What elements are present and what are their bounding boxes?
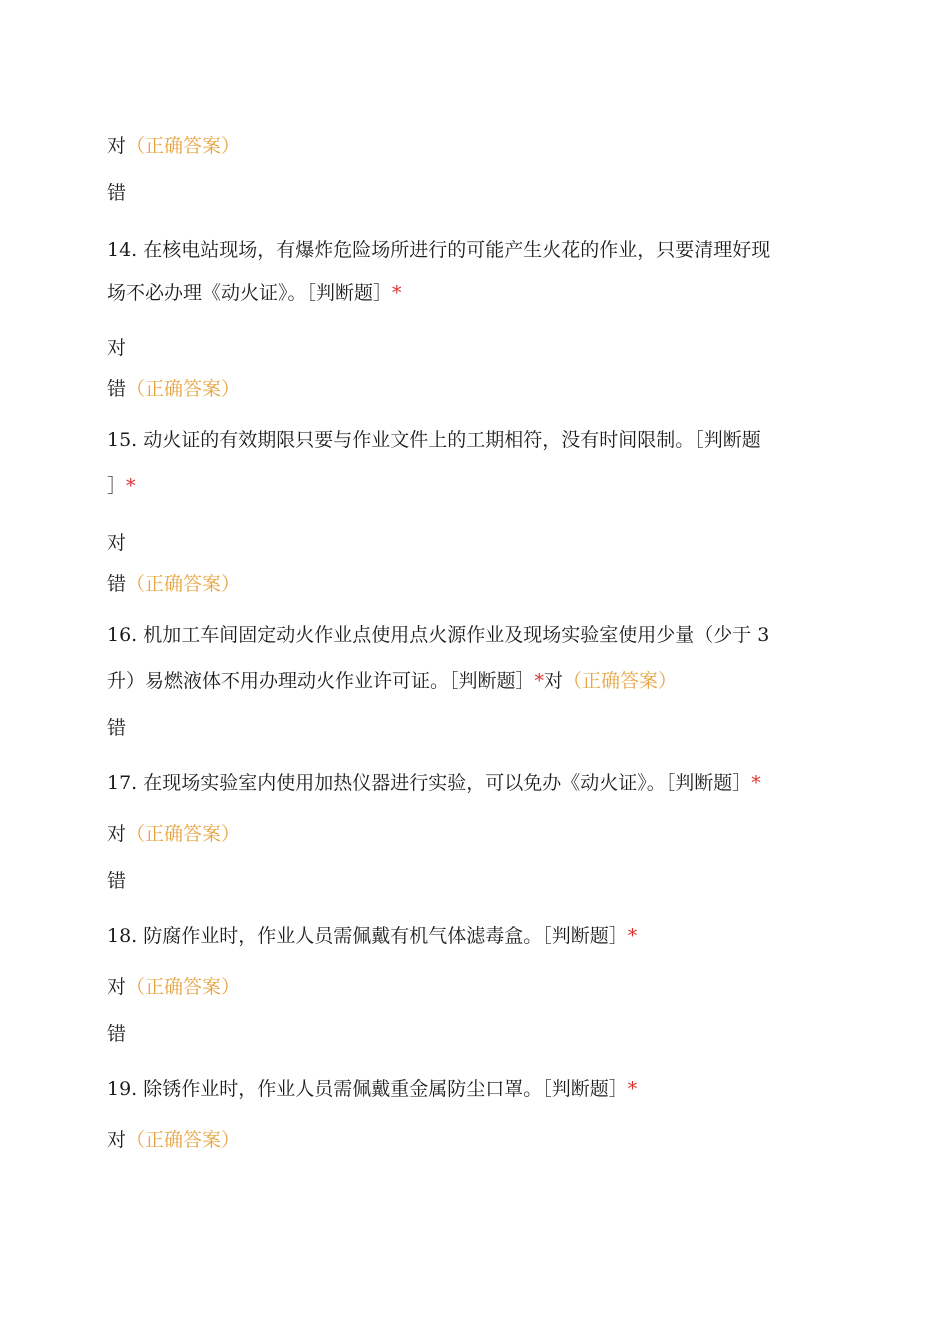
q17-option-true[interactable]: [107, 821, 240, 847]
option-label: 对: [107, 135, 127, 157]
required-mark: *: [627, 1078, 638, 1100]
q18-option-true[interactable]: [107, 974, 240, 1000]
required-mark: *: [751, 772, 761, 794]
correct-answer-tag: （正确答案）: [126, 378, 241, 400]
q15-title-line1: 15. 动火证的有效期限只要与作业文件上的工期相符，没有时间限制。［判断题: [107, 429, 761, 451]
q14-option-true[interactable]: [107, 335, 126, 361]
option-label: 错: [107, 378, 127, 400]
q13-option-false[interactable]: [107, 180, 126, 206]
question-text: 17. 在现场实验室内使用加热仪器进行实验，可以免办《动火证》。［判断题］: [107, 772, 752, 794]
q19-title-line1: [107, 1076, 637, 1102]
question-text: 升）易燃液体不用办理动火作业许可证。［判断题］: [107, 670, 535, 692]
required-mark: *: [392, 282, 402, 304]
option-label: 对: [107, 823, 127, 845]
q15-option-true[interactable]: [107, 530, 126, 556]
option-label: 对: [107, 1129, 127, 1151]
option-label: 错: [107, 717, 127, 739]
q14-title-line2: [107, 280, 402, 306]
q13-option-true[interactable]: [107, 133, 240, 159]
option-label: 错: [107, 573, 127, 595]
q15-title-line2: [107, 473, 136, 499]
required-mark: *: [534, 670, 545, 692]
correct-answer-tag: （正确答案）: [563, 670, 678, 692]
option-label: 错: [107, 1023, 127, 1045]
q16-option-true[interactable]: [544, 670, 677, 692]
q17-title-line1: [107, 770, 761, 796]
required-mark: *: [126, 475, 136, 497]
question-text: 18. 防腐作业时，作业人员需佩戴有机气体滤毒盒。［判断题］: [107, 925, 628, 947]
q14-title-line1: 14. 在核电站现场，有爆炸危险场所进行的可能产生火花的作业，只要清理好现: [107, 239, 771, 261]
correct-answer-tag: （正确答案）: [126, 823, 241, 845]
correct-answer-tag: （正确答案）: [126, 976, 241, 998]
question-text: ］: [107, 475, 127, 497]
question-text: 场不必办理《动火证》。［判断题］: [107, 282, 393, 304]
q14-option-false[interactable]: [107, 376, 240, 402]
option-label: 对: [544, 670, 564, 692]
q16-title-line2: [107, 668, 677, 694]
q16-title-line1: 16. 机加工车间固定动火作业点使用点火源作业及现场实验室使用少量（少于 3: [107, 624, 770, 646]
required-mark: *: [627, 925, 638, 947]
correct-answer-tag: （正确答案）: [126, 135, 241, 157]
correct-answer-tag: （正确答案）: [126, 573, 241, 595]
q16-option-false[interactable]: [107, 715, 126, 741]
q19-option-true[interactable]: [107, 1127, 240, 1153]
option-label: 错: [107, 870, 127, 892]
option-label: 错: [107, 182, 127, 204]
option-label: 对: [107, 532, 127, 554]
option-label: 对: [107, 976, 127, 998]
correct-answer-tag: （正确答案）: [126, 1129, 241, 1151]
question-text: 19. 除锈作业时，作业人员需佩戴重金属防尘口罩。［判断题］: [107, 1078, 628, 1100]
option-label: 对: [107, 337, 127, 359]
q17-option-false[interactable]: [107, 868, 126, 894]
q15-option-false[interactable]: [107, 571, 240, 597]
q18-title-line1: [107, 923, 637, 949]
q18-option-false[interactable]: [107, 1021, 126, 1047]
